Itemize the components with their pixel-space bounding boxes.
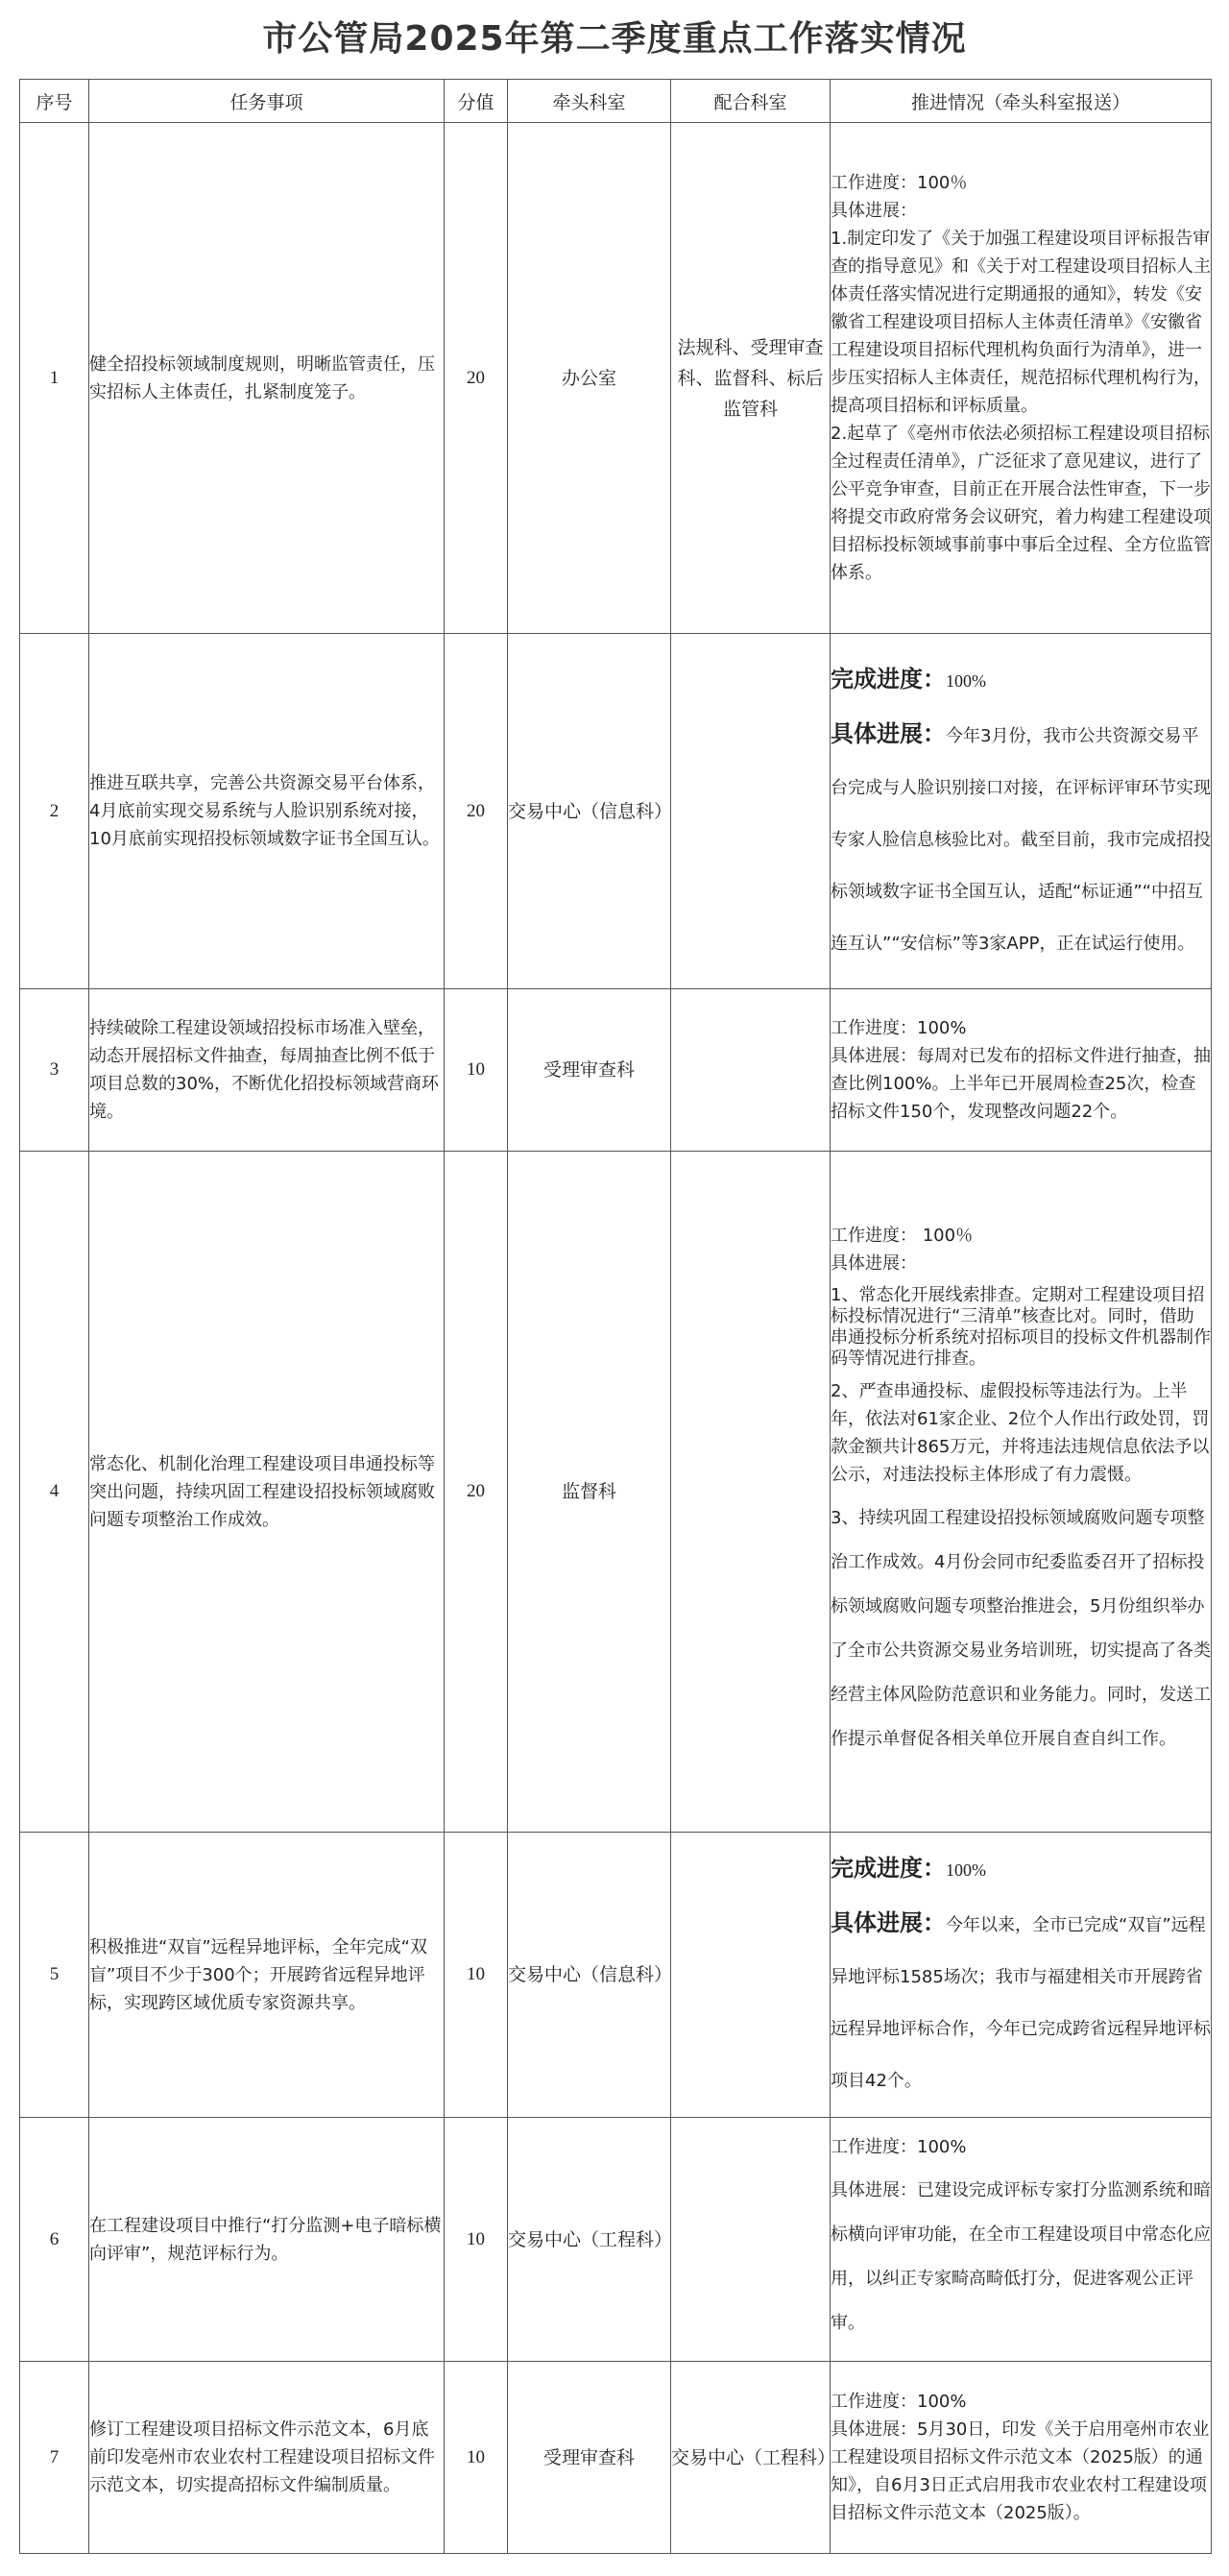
row-number: 3	[20, 989, 89, 1152]
row-number: 5	[20, 1833, 89, 2118]
row-number: 1	[20, 123, 89, 634]
table-row	[20, 123, 1212, 634]
table-row	[20, 1152, 1212, 1833]
progress-status: 工作进度：100％	[831, 173, 968, 193]
header-task: 任务事项	[89, 80, 445, 123]
header-lead-dept: 牵头科室	[508, 80, 671, 123]
progress-detail-label: 具体进展：	[831, 201, 917, 221]
progress-status: 工作进度：100%	[831, 2137, 967, 2157]
progress-detail: 具体进展：已建设完成评标专家打分监测系统和暗标横向评审功能，在全市工程建设项目中常态化应用，以纠正专家畸高畸低打分，促进客观公正评审。	[831, 2180, 1211, 2333]
row-task: 在工程建设项目中推行“打分监测+电子暗标横向评审”，规范评标行为。	[89, 2118, 445, 2362]
document-title: 市公管局2025年第二季度重点工作落实情况	[262, 19, 967, 59]
row-assist-dept	[671, 989, 831, 1152]
row-lead-dept: 交易中心（工程科）	[508, 2118, 671, 2362]
work-table	[19, 79, 1212, 2554]
row-task: 健全招投标领域制度规则，明晰监管责任，压实招标人主体责任，扎紧制度笼子。	[89, 123, 445, 634]
header-number: 序号	[20, 80, 89, 123]
header-assist-dept: 配合科室	[671, 80, 831, 123]
table-row	[20, 634, 1212, 989]
row-lead-dept: 交易中心（信息科）	[508, 634, 671, 989]
row-number: 2	[20, 634, 89, 989]
table-row	[20, 1833, 1212, 2118]
row-score: 20	[445, 634, 508, 989]
progress-detail-label: 具体进展：	[831, 1253, 917, 1274]
row-task: 推进互联共享，完善公共资源交易平台体系，4月底前实现交易系统与人脸识别系统对接，10月底前实现招投标领域数字证书全国互认。	[89, 634, 445, 989]
row-number: 6	[20, 2118, 89, 2362]
row-assist-dept	[671, 1152, 831, 1833]
row-assist-dept	[671, 634, 831, 989]
progress-item: 3、持续巩固工程建设招投标领域腐败问题专项整治工作成效。4月份会同市纪委监委召开了招标投标领域腐败问题专项整治推进会，5月份组织举办了全市公共资源交易业务培训班，切实提高了各类经营主体风险防范意识和业务能力。同时，发送工作提示单督促各相关单位开展自查自纠工作。	[831, 1508, 1211, 1749]
progress-detail: 具体进展：5月30日，印发《关于启用亳州市农业工程建设项目招标文件示范文本（2025版）的通知》，自6月3日正式启用我市农业农村工程建设项目招标文件示范文本（2025版）。	[831, 2419, 1210, 2523]
row-progress	[831, 123, 1212, 634]
row-task: 常态化、机制化治理工程建设项目串通投标等突出问题，持续巩固工程建设招投标领域腐败问题专项整治工作成效。	[89, 1152, 445, 1833]
progress-detail	[831, 708, 1211, 970]
table-row	[20, 2118, 1212, 2362]
row-lead-dept: 交易中心（信息科）	[508, 1833, 671, 2118]
progress-item: 1、常态化开展线索排查。定期对工程建设项目招标投标情况进行“三清单”核查比对。同时，借助串通投标分析系统对招标项目的投标文件机器制作码等情况进行排查。	[831, 1285, 1211, 1369]
progress-status-value: 100%	[946, 670, 986, 691]
progress-detail-label: 具体进展：	[831, 719, 946, 747]
row-progress	[831, 2118, 1212, 2362]
progress-detail-text: 今年3月份，我市公共资源交易平台完成与人脸识别接口对接，在评标评审环节实现专家人脸信息核验比对。截至目前，我市完成招投标领域数字证书全国互认，适配“标证通”“中招互连互认”“安信标”等3家APP，正在试运行使用。	[831, 725, 1211, 954]
progress-detail	[831, 1897, 1211, 2107]
row-score: 10	[445, 989, 508, 1152]
row-assist-dept: 法规科、受理审查科、监督科、标后监管科	[671, 123, 831, 634]
row-score: 10	[445, 2362, 508, 2554]
progress-item: 2、严查串通投标、虚假投标等违法行为。上半年，依法对61家企业、2位个人作出行政处罚，罚款金额共计865万元，并将违法违规信息依法予以公示，对违法投标主体形成了有力震慑。	[831, 1381, 1210, 1485]
row-task: 积极推进“双盲”远程异地评标，全年完成“双盲”项目不少于300个；开展跨省远程异地评标，实现跨区域优质专家资源共享。	[89, 1833, 445, 2118]
row-progress	[831, 2362, 1212, 2554]
progress-status-label: 完成进度：	[831, 1855, 946, 1882]
progress-item: 1.制定印发了《关于加强工程建设项目评标报告审查的指导意见》和《关于对工程建设项目招标人主体责任落实情况进行定期通报的通知》，转发《安徽省工程建设项目招标人主体责任清单》《安徽省工程建设项目招标代理机构负面行为清单》，进一步压实招标人主体责任，规范招标代理机构行为，提高项目招标和评标质量。	[831, 229, 1211, 416]
progress-item: 2.起草了《亳州市依法必须招标工程建设项目招标全过程责任清单》，广泛征求了意见建议，进行了公平竞争审查，目前正在开展合法性审查，下一步将提交市政府常务会议研究，着力构建工程建设项目招标投标领域事前事中事后全过程、全方位监管体系。	[831, 424, 1211, 583]
row-progress	[831, 1833, 1212, 2118]
progress-status-label: 完成进度：	[831, 665, 946, 693]
progress-status: 工作进度：100%	[831, 1018, 967, 1038]
row-number: 4	[20, 1152, 89, 1833]
row-lead-dept: 办公室	[508, 123, 671, 634]
progress-status: 工作进度：100%	[831, 2392, 967, 2412]
progress-status	[831, 653, 1211, 708]
header-row	[20, 80, 1212, 123]
row-score: 20	[445, 123, 508, 634]
row-task: 修订工程建设项目招标文件示范文本，6月底前印发亳州市农业农村工程建设项目招标文件示范文本，切实提高招标文件编制质量。	[89, 2362, 445, 2554]
row-progress	[831, 1152, 1212, 1833]
table-row	[20, 2362, 1212, 2554]
row-progress	[831, 634, 1212, 989]
row-task: 持续破除工程建设领域招投标市场准入壁垒，动态开展招标文件抽查，每周抽查比例不低于项目总数的30%，不断优化招投标领域营商环境。	[89, 989, 445, 1152]
progress-status: 工作进度： 100％	[831, 1226, 974, 1246]
header-progress: 推进情况（牵头科室报送）	[831, 80, 1212, 123]
row-assist-dept: 交易中心（工程科）	[671, 2362, 831, 2554]
row-lead-dept: 受理审查科	[508, 2362, 671, 2554]
row-score: 10	[445, 1833, 508, 2118]
row-lead-dept: 受理审查科	[508, 989, 671, 1152]
progress-status-value: 100%	[946, 1860, 986, 1880]
table-row	[20, 989, 1212, 1152]
row-number: 7	[20, 2362, 89, 2554]
row-assist-dept	[671, 2118, 831, 2362]
row-score: 10	[445, 2118, 508, 2362]
row-lead-dept: 监督科	[508, 1152, 671, 1833]
row-progress	[831, 989, 1212, 1152]
progress-detail-text: 今年以来，全市已完成“双盲”远程异地评标1585场次；我市与福建相关市开展跨省远程异地评标合作，今年已完成跨省远程异地评标项目42个。	[831, 1915, 1211, 2091]
progress-status	[831, 1842, 1211, 1897]
progress-detail-label: 具体进展：	[831, 1909, 946, 1936]
progress-detail: 具体进展：每周对已发布的招标文件进行抽查，抽查比例100%。上半年已开展周检查25次，检查招标文件150个，发现整改问题22个。	[831, 1046, 1211, 1122]
row-assist-dept	[671, 1833, 831, 2118]
row-score: 20	[445, 1152, 508, 1833]
header-score: 分值	[445, 80, 508, 123]
